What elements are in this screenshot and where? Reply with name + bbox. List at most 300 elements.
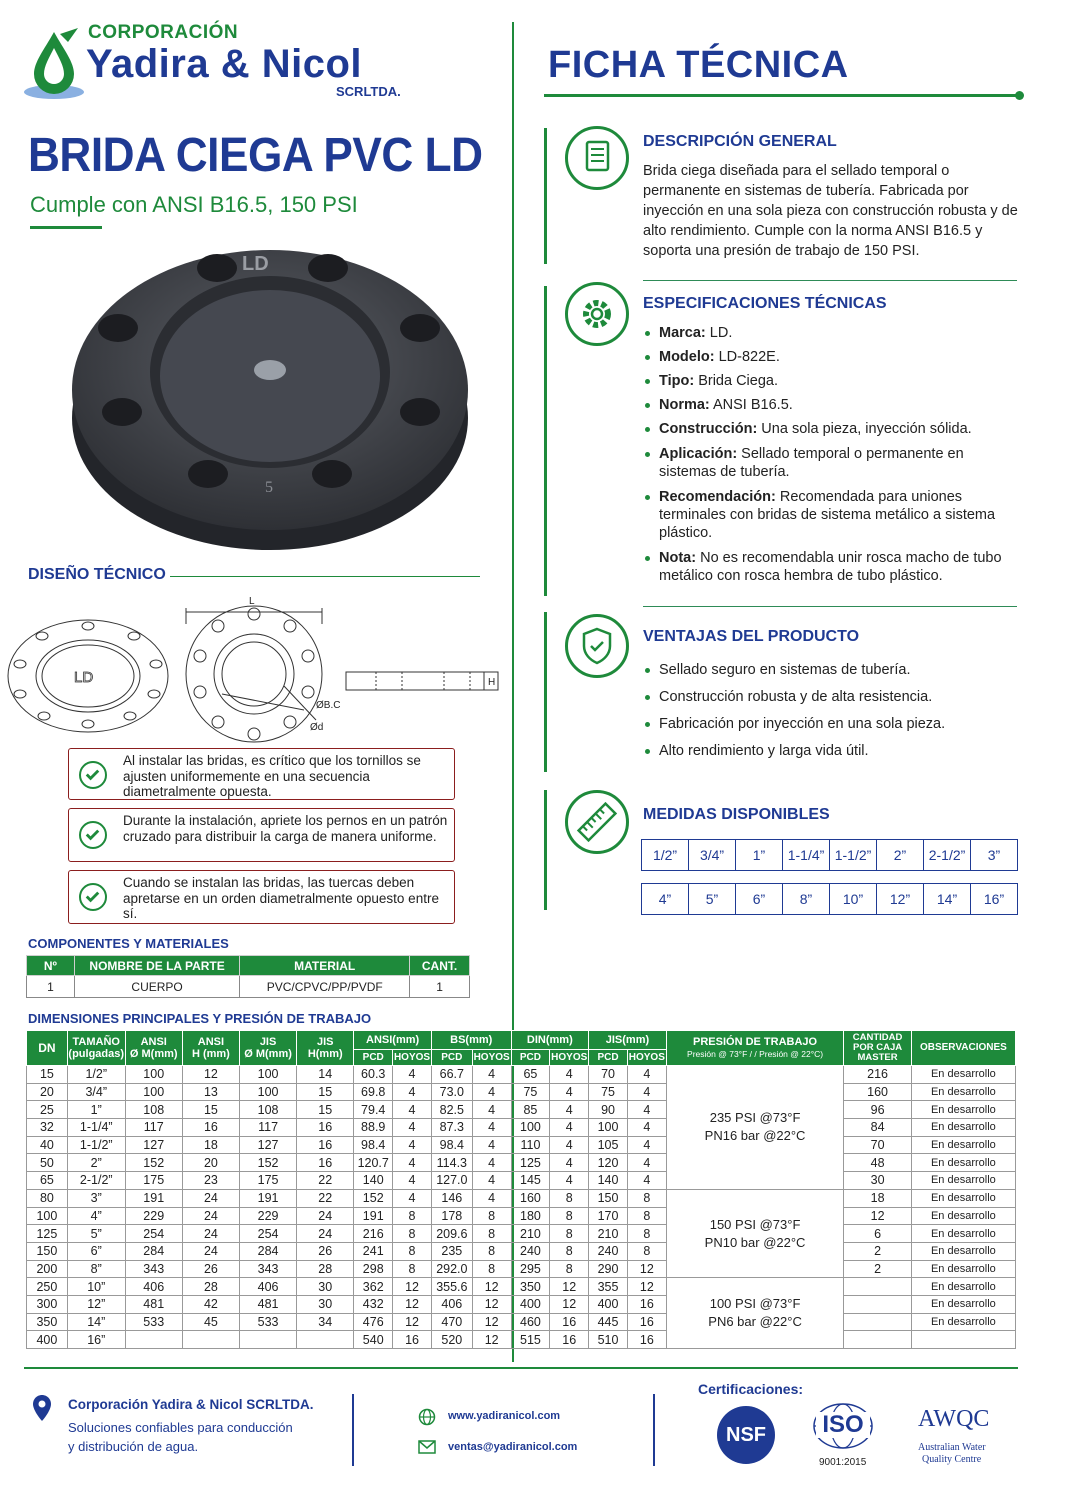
table-cell: 210 bbox=[589, 1225, 628, 1243]
technical-drawing bbox=[4, 594, 508, 744]
table-cell: 66.7 bbox=[431, 1066, 472, 1084]
table-cell: 406 bbox=[431, 1295, 472, 1313]
table-cell: 400 bbox=[589, 1295, 628, 1313]
spec-key: Norma: bbox=[659, 397, 710, 413]
col-header-sub: H (mm) bbox=[191, 1048, 230, 1060]
section-bar bbox=[544, 128, 547, 264]
table-cell: 240 bbox=[511, 1242, 550, 1260]
table-row bbox=[27, 1119, 1016, 1137]
table-cell: 6” bbox=[67, 1242, 125, 1260]
table-cell: 254 bbox=[239, 1225, 296, 1243]
table-cell: 26 bbox=[182, 1260, 239, 1278]
table-cell: 4 bbox=[550, 1083, 589, 1101]
table-cell: 127.0 bbox=[431, 1172, 472, 1190]
table-cell: 254 bbox=[125, 1225, 182, 1243]
spec-key: Aplicación: bbox=[659, 446, 738, 462]
table-cell: 4 bbox=[472, 1119, 511, 1137]
table-cell: 432 bbox=[354, 1295, 393, 1313]
table-cell: 4 bbox=[472, 1083, 511, 1101]
drawing-label-bc: ØB.C bbox=[316, 700, 341, 711]
table-cell: 79.4 bbox=[354, 1101, 393, 1119]
table-cell: 300 bbox=[27, 1295, 68, 1313]
col-header-text: PRESIÓN DE TRABAJO bbox=[693, 1036, 818, 1048]
table-cell: 48 bbox=[844, 1154, 911, 1172]
table-cell: 80 bbox=[27, 1189, 68, 1207]
pressure-cell bbox=[666, 1189, 844, 1277]
section-divider bbox=[643, 280, 1017, 281]
col-subheader: HOYOS bbox=[550, 1050, 589, 1066]
table-cell: 100 bbox=[125, 1083, 182, 1101]
install-note-text: Al instalar las bridas, es crítico que los tornillos se ajusten uniformemente en una secuencia diametralmente opuesta. bbox=[123, 753, 421, 799]
size-cell: 10” bbox=[830, 884, 877, 915]
shield-check-icon bbox=[565, 614, 629, 678]
table-cell bbox=[182, 1331, 239, 1349]
table-cell: 100 bbox=[239, 1066, 296, 1084]
ruler-icon bbox=[565, 790, 629, 854]
col-header-text: ANSI bbox=[197, 1036, 225, 1048]
table-cell: 229 bbox=[125, 1207, 182, 1225]
table-cell: 24 bbox=[182, 1242, 239, 1260]
spec-value: LD-822E. bbox=[714, 349, 780, 365]
globe-icon bbox=[418, 1408, 436, 1426]
table-cell: En desarrollo bbox=[911, 1260, 1015, 1278]
size-cell: 1-1/2” bbox=[830, 840, 877, 871]
drawing-label-h: H bbox=[488, 677, 496, 688]
table-cell: 4 bbox=[550, 1154, 589, 1172]
table-cell: 4 bbox=[627, 1154, 666, 1172]
table-cell: 23 bbox=[182, 1172, 239, 1190]
table-cell: 1/2” bbox=[67, 1066, 125, 1084]
table-cell: 250 bbox=[27, 1278, 68, 1296]
table-cell: 4 bbox=[627, 1083, 666, 1101]
table-cell: En desarrollo bbox=[911, 1313, 1015, 1331]
size-cell: 1” bbox=[736, 840, 783, 871]
table-cell: 25 bbox=[27, 1101, 68, 1119]
table-cell: 12 bbox=[550, 1295, 589, 1313]
table-cell: 160 bbox=[511, 1189, 550, 1207]
size-cell: 16” bbox=[971, 884, 1018, 915]
table-cell: 520 bbox=[431, 1331, 472, 1349]
table-cell: 1” bbox=[67, 1101, 125, 1119]
install-note-text: Cuando se instalan las bridas, las tuercas deben apretarse en un orden diametralmente opuesto entre sí. bbox=[123, 875, 439, 921]
iso-standard: 9001:2015 bbox=[819, 1457, 867, 1468]
size-cell: 14” bbox=[924, 884, 971, 915]
table-row bbox=[27, 1172, 1016, 1190]
awqc-logo: AWQC bbox=[918, 1406, 990, 1432]
table-cell: 4 bbox=[393, 1066, 432, 1084]
table-cell: 26 bbox=[297, 1242, 354, 1260]
advantage-item: Alto rendimiento y larga vida útil. bbox=[643, 742, 1017, 760]
table-cell: 140 bbox=[589, 1172, 628, 1190]
table-row bbox=[27, 1331, 1016, 1349]
col-header: MATERIAL bbox=[240, 956, 410, 976]
table-cell: 12 bbox=[472, 1313, 511, 1331]
size-cell: 8” bbox=[783, 884, 830, 915]
table-cell: 160 bbox=[844, 1083, 911, 1101]
product-photo bbox=[70, 240, 472, 554]
awqc-sub-2: Quality Centre bbox=[922, 1454, 982, 1465]
table-cell: 4 bbox=[550, 1101, 589, 1119]
table-cell: 87.3 bbox=[431, 1119, 472, 1137]
pressure-psi: 100 PSI @73°F bbox=[709, 1296, 801, 1312]
table-cell: 210 bbox=[511, 1225, 550, 1243]
table-cell: 4 bbox=[393, 1189, 432, 1207]
table-cell: 88.9 bbox=[354, 1119, 393, 1137]
components-table bbox=[26, 955, 470, 998]
table-cell: 12 bbox=[393, 1295, 432, 1313]
table-cell: 216 bbox=[844, 1066, 911, 1084]
table-cell bbox=[125, 1331, 182, 1349]
table-row bbox=[27, 1189, 1016, 1207]
table-cell: 30 bbox=[844, 1172, 911, 1190]
table-cell: 8 bbox=[393, 1260, 432, 1278]
table-cell: 350 bbox=[27, 1313, 68, 1331]
col-header: Nº bbox=[27, 956, 75, 976]
design-title: DISEÑO TÉCNICO bbox=[28, 566, 166, 583]
table-cell: 8 bbox=[627, 1207, 666, 1225]
mail-icon bbox=[418, 1440, 436, 1454]
table-cell: 42 bbox=[182, 1295, 239, 1313]
table-cell: 2” bbox=[67, 1154, 125, 1172]
table-cell: 16 bbox=[393, 1331, 432, 1349]
product-photo-mark: LD bbox=[242, 253, 269, 275]
table-cell: 75 bbox=[589, 1083, 628, 1101]
brand-name: Yadira & Nicol bbox=[86, 42, 362, 86]
table-cell: 4 bbox=[472, 1136, 511, 1154]
table-cell: 8 bbox=[550, 1260, 589, 1278]
certifications-title: Certificaciones: bbox=[698, 1381, 804, 1397]
table-cell: 240 bbox=[589, 1242, 628, 1260]
spec-value: Una sola pieza, inyección sólida. bbox=[757, 421, 972, 437]
table-cell bbox=[297, 1331, 354, 1349]
table-cell: 298 bbox=[354, 1260, 393, 1278]
footer-separator bbox=[653, 1394, 655, 1466]
table-cell: 343 bbox=[239, 1260, 296, 1278]
col-header: CANTIDAD POR CAJA MASTER bbox=[844, 1031, 911, 1066]
col-header bbox=[125, 1031, 182, 1066]
table-cell: 209.6 bbox=[431, 1225, 472, 1243]
table-cell: 292.0 bbox=[431, 1260, 472, 1278]
table-cell: 3” bbox=[67, 1189, 125, 1207]
table-row bbox=[27, 1260, 1016, 1278]
table-row bbox=[27, 1083, 1016, 1101]
table-cell: 12 bbox=[627, 1278, 666, 1296]
check-icon bbox=[79, 761, 107, 789]
table-cell: 4” bbox=[67, 1207, 125, 1225]
table-cell: 100 bbox=[511, 1119, 550, 1137]
table-cell: 152 bbox=[239, 1154, 296, 1172]
table-cell: 5” bbox=[67, 1225, 125, 1243]
table-cell: 8” bbox=[67, 1260, 125, 1278]
col-header-sub: Ø M(mm) bbox=[244, 1048, 292, 1060]
table-cell: 28 bbox=[297, 1260, 354, 1278]
col-header-text: ANSI bbox=[140, 1036, 167, 1048]
size-cell: 1-1/4” bbox=[783, 840, 830, 871]
size-cell: 3/4” bbox=[689, 840, 736, 871]
table-cell: 533 bbox=[125, 1313, 182, 1331]
company-logo bbox=[18, 20, 438, 104]
table-cell: 8 bbox=[550, 1225, 589, 1243]
table-cell: 20 bbox=[27, 1083, 68, 1101]
advantage-item: Construcción robusta y de alta resistencia. bbox=[643, 688, 1017, 706]
footer-tagline-1: Soluciones confiables para conducción bbox=[68, 1420, 293, 1435]
table-cell: 175 bbox=[239, 1172, 296, 1190]
table-cell: 8 bbox=[550, 1242, 589, 1260]
size-cell: 2” bbox=[877, 840, 924, 871]
col-subheader: PCD bbox=[431, 1050, 472, 1066]
table-cell: 200 bbox=[27, 1260, 68, 1278]
size-cell: 5” bbox=[689, 884, 736, 915]
table-cell: 105 bbox=[589, 1136, 628, 1154]
table-row bbox=[27, 1154, 1016, 1172]
table-cell: 2 bbox=[844, 1242, 911, 1260]
table-cell: 12 bbox=[472, 1278, 511, 1296]
spec-item bbox=[643, 488, 1017, 542]
spec-value: Brida Ciega. bbox=[694, 373, 778, 389]
table-cell: 100 bbox=[239, 1083, 296, 1101]
table-cell: 82.5 bbox=[431, 1101, 472, 1119]
pressure-cell bbox=[666, 1278, 844, 1349]
table-cell: 18 bbox=[844, 1189, 911, 1207]
table-cell: 350 bbox=[511, 1278, 550, 1296]
table-row bbox=[27, 976, 470, 998]
table-cell: 355 bbox=[589, 1278, 628, 1296]
table-cell: 8 bbox=[627, 1225, 666, 1243]
spec-key: Marca: bbox=[659, 325, 706, 341]
col-header-text: TAMAÑO bbox=[72, 1036, 120, 1048]
table-cell: 295 bbox=[511, 1260, 550, 1278]
table-cell: 16 bbox=[297, 1154, 354, 1172]
table-cell: 140 bbox=[354, 1172, 393, 1190]
table-cell: 150 bbox=[589, 1189, 628, 1207]
table-cell: 24 bbox=[297, 1225, 354, 1243]
table-cell: 229 bbox=[239, 1207, 296, 1225]
table-cell: 16 bbox=[297, 1136, 354, 1154]
iso-logo: ISO bbox=[816, 1412, 870, 1438]
water-drop-logo-icon bbox=[22, 26, 92, 102]
table-cell: En desarrollo bbox=[911, 1101, 1015, 1119]
table-cell: 2 bbox=[844, 1260, 911, 1278]
table-cell: 108 bbox=[125, 1101, 182, 1119]
table-cell: 13 bbox=[182, 1083, 239, 1101]
table-cell: 8 bbox=[472, 1207, 511, 1225]
advantage-item: Sellado seguro en sistemas de tubería. bbox=[643, 661, 1017, 679]
table-cell: 15 bbox=[182, 1101, 239, 1119]
table-cell: 8 bbox=[472, 1225, 511, 1243]
table-cell: CUERPO bbox=[74, 976, 239, 998]
location-pin-icon bbox=[32, 1394, 52, 1422]
table-cell: 400 bbox=[511, 1295, 550, 1313]
col-header-sub: Ø M(mm) bbox=[129, 1048, 178, 1060]
brand-line-1: CORPORACIÓN bbox=[88, 22, 239, 43]
table-cell: 100 bbox=[27, 1207, 68, 1225]
table-cell: 24 bbox=[297, 1207, 354, 1225]
table-cell: 191 bbox=[125, 1189, 182, 1207]
size-cell: 6” bbox=[736, 884, 783, 915]
table-cell: 73.0 bbox=[431, 1083, 472, 1101]
table-row bbox=[27, 1242, 1016, 1260]
table-cell: 100 bbox=[125, 1066, 182, 1084]
table-cell: 1 bbox=[410, 976, 470, 998]
col-header: JIS(mm) bbox=[589, 1031, 667, 1050]
col-header bbox=[67, 1031, 125, 1066]
table-cell: 4 bbox=[472, 1189, 511, 1207]
col-header bbox=[666, 1031, 844, 1066]
col-subheader: HOYOS bbox=[472, 1050, 511, 1066]
col-header: DN bbox=[27, 1031, 68, 1066]
table-cell: 14 bbox=[297, 1066, 354, 1084]
table-cell: 470 bbox=[431, 1313, 472, 1331]
table-cell: 15 bbox=[27, 1066, 68, 1084]
table-cell: 476 bbox=[354, 1313, 393, 1331]
table-cell: 290 bbox=[589, 1260, 628, 1278]
col-header-sub: H(mm) bbox=[307, 1048, 343, 1060]
footer-separator bbox=[352, 1394, 354, 1466]
table-cell: 120 bbox=[589, 1154, 628, 1172]
table-cell: 1 bbox=[27, 976, 75, 998]
table-cell bbox=[844, 1278, 911, 1296]
col-subheader: HOYOS bbox=[627, 1050, 666, 1066]
table-cell: 18 bbox=[182, 1136, 239, 1154]
components-title: COMPONENTES Y MATERIALES bbox=[28, 936, 229, 951]
table-cell: 152 bbox=[125, 1154, 182, 1172]
table-row bbox=[27, 1278, 1016, 1296]
spec-value: ANSI B16.5. bbox=[709, 397, 793, 413]
table-cell: 445 bbox=[589, 1313, 628, 1331]
table-cell: 152 bbox=[354, 1189, 393, 1207]
table-cell: 69.8 bbox=[354, 1083, 393, 1101]
subtitle-underline bbox=[30, 226, 102, 229]
awqc-sub-1: Australian Water bbox=[918, 1442, 986, 1453]
table-cell: 16 bbox=[297, 1119, 354, 1137]
table-cell: 175 bbox=[125, 1172, 182, 1190]
table-cell: 12 bbox=[844, 1207, 911, 1225]
table-row bbox=[27, 1225, 1016, 1243]
table-cell: 108 bbox=[239, 1101, 296, 1119]
install-note-text: Durante la instalación, apriete los pernos en un patrón cruzado para distribuir la carga de manera uniforme. bbox=[123, 813, 448, 844]
col-header-sub: Presión @ 73°F / / Presión @ 22°C) bbox=[687, 1049, 824, 1059]
table-cell: En desarrollo bbox=[911, 1066, 1015, 1084]
col-header-text: JIS bbox=[316, 1036, 334, 1048]
table-cell: 24 bbox=[182, 1189, 239, 1207]
table-cell: 4 bbox=[393, 1101, 432, 1119]
table-cell: En desarrollo bbox=[911, 1119, 1015, 1137]
footer-email-link[interactable]: ventas@yadiranicol.com bbox=[448, 1441, 578, 1453]
spec-value: No es recomendabla unir rosca macho de tubo metálico con rosca hembra de tubo plástico. bbox=[659, 550, 1002, 584]
size-cell: 4” bbox=[642, 884, 689, 915]
table-cell: 540 bbox=[354, 1331, 393, 1349]
table-cell: 400 bbox=[27, 1331, 68, 1349]
table-cell: 145 bbox=[511, 1172, 550, 1190]
table-cell: 406 bbox=[125, 1278, 182, 1296]
table-cell: 15 bbox=[297, 1101, 354, 1119]
footer-company: Corporación Yadira & Nicol SCRLTDA. bbox=[68, 1397, 314, 1412]
table-cell: 4 bbox=[550, 1066, 589, 1084]
section-divider bbox=[643, 606, 1017, 607]
table-cell: 84 bbox=[844, 1119, 911, 1137]
table-cell: 355.6 bbox=[431, 1278, 472, 1296]
table-cell: 4 bbox=[550, 1136, 589, 1154]
col-header: BS(mm) bbox=[431, 1031, 511, 1050]
sheet-title: FICHA TÉCNICA bbox=[548, 44, 849, 86]
table-cell: 98.4 bbox=[431, 1136, 472, 1154]
table-cell: 4 bbox=[550, 1172, 589, 1190]
table-cell: 50 bbox=[27, 1154, 68, 1172]
col-subheader: PCD bbox=[511, 1050, 550, 1066]
drawing-logo: LD bbox=[74, 669, 94, 686]
table-cell: 2-1/2” bbox=[67, 1172, 125, 1190]
drawing-label-d: Ød bbox=[310, 722, 324, 733]
table-cell: 22 bbox=[297, 1172, 354, 1190]
spec-key: Construcción: bbox=[659, 421, 758, 437]
table-cell: 40 bbox=[27, 1136, 68, 1154]
table-row bbox=[27, 1136, 1016, 1154]
section-bar bbox=[544, 612, 547, 772]
table-cell: 15 bbox=[297, 1083, 354, 1101]
table-cell: En desarrollo bbox=[911, 1295, 1015, 1313]
table-cell: 180 bbox=[511, 1207, 550, 1225]
table-cell: 16” bbox=[67, 1331, 125, 1349]
table-cell: 4 bbox=[472, 1066, 511, 1084]
sizes-row bbox=[642, 884, 1018, 915]
drawing-label-l: L bbox=[249, 596, 255, 607]
table-cell: En desarrollo bbox=[911, 1083, 1015, 1101]
spec-key: Recomendación: bbox=[659, 489, 776, 505]
table-row bbox=[27, 1313, 1016, 1331]
spec-item bbox=[643, 396, 1017, 414]
table-cell: 117 bbox=[239, 1119, 296, 1137]
spec-item bbox=[643, 348, 1017, 366]
table-cell: 6 bbox=[844, 1225, 911, 1243]
footer-web-link[interactable]: www.yadiranicol.com bbox=[448, 1410, 561, 1422]
table-cell: 4 bbox=[393, 1154, 432, 1172]
table-cell: 4 bbox=[393, 1136, 432, 1154]
col-subheader: HOYOS bbox=[393, 1050, 432, 1066]
size-cell: 1/2” bbox=[642, 840, 689, 871]
table-cell: 16 bbox=[627, 1313, 666, 1331]
table-cell: 481 bbox=[239, 1295, 296, 1313]
table-cell: 114.3 bbox=[431, 1154, 472, 1172]
table-cell: 4 bbox=[550, 1119, 589, 1137]
table-cell: 4 bbox=[393, 1083, 432, 1101]
table-cell: 150 bbox=[27, 1242, 68, 1260]
table-cell: 117 bbox=[125, 1119, 182, 1137]
pressure-bar: PN16 bar @22°C bbox=[704, 1128, 806, 1144]
install-note-2 bbox=[68, 808, 455, 862]
table-cell: 8 bbox=[472, 1260, 511, 1278]
spec-item bbox=[643, 324, 1017, 342]
table-cell: 12 bbox=[627, 1260, 666, 1278]
size-cell: 3” bbox=[971, 840, 1018, 871]
table-cell: 533 bbox=[239, 1313, 296, 1331]
table-cell: 4 bbox=[627, 1119, 666, 1137]
table-cell: 12 bbox=[472, 1331, 511, 1349]
pressure-psi: 150 PSI @73°F bbox=[709, 1216, 801, 1232]
sizes-row-1 bbox=[641, 839, 1018, 871]
table-cell: 16 bbox=[182, 1119, 239, 1137]
pressure-psi: 235 PSI @73°F bbox=[709, 1110, 801, 1126]
table-cell: 4 bbox=[472, 1101, 511, 1119]
table-cell: 16 bbox=[550, 1313, 589, 1331]
table-cell: 235 bbox=[431, 1242, 472, 1260]
document-icon bbox=[565, 126, 629, 190]
advantage-item: Fabricación por inyección en una sola pieza. bbox=[643, 715, 1017, 733]
spec-value: Recomendada para uniones terminales con bridas de sistema metálico a sistema plástico. bbox=[659, 489, 996, 541]
spec-key: Nota: bbox=[659, 550, 697, 566]
table-cell bbox=[911, 1331, 1015, 1349]
table-cell: 4 bbox=[627, 1136, 666, 1154]
table-cell: 12 bbox=[550, 1278, 589, 1296]
